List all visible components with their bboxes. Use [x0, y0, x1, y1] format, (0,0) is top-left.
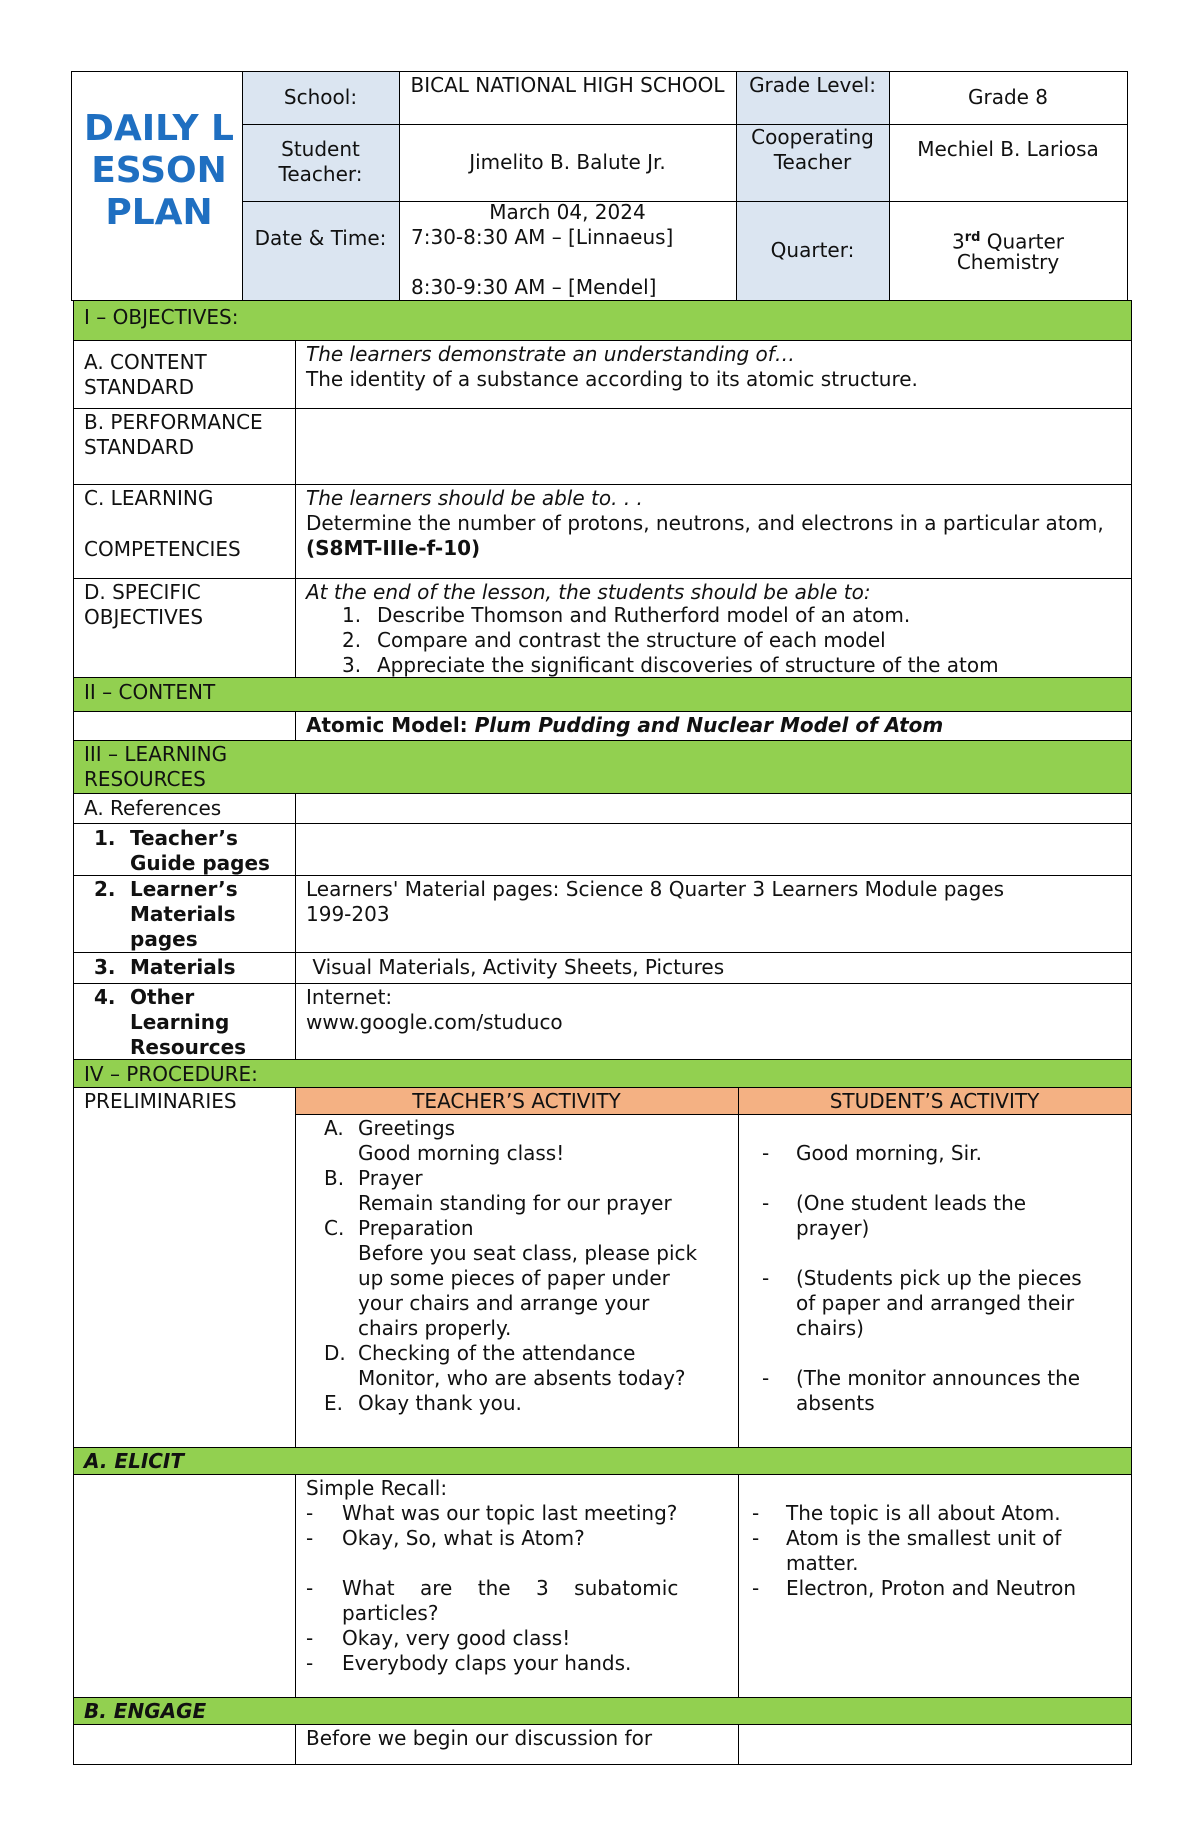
- specific-item: Appreciate the significant discoveries of structure of the atom: [377, 653, 999, 677]
- school-label: School:: [283, 85, 358, 109]
- student-dash: -: [762, 1366, 770, 1390]
- teacher-item-title: Greetings: [358, 1116, 456, 1140]
- elicit-dash: -: [306, 1501, 314, 1525]
- engage-bar: [73, 1697, 1131, 1724]
- elicit-heading: A. ELICIT: [84, 1449, 185, 1473]
- specific-num-2: 2.: [342, 628, 362, 652]
- resource-value: Learners' Material pages: Science 8 Quarter 3 Learners Module pages 199-203: [306, 877, 1005, 926]
- elicit-teacher-line: What are the 3 subatomic: [342, 1576, 679, 1600]
- grade-value: Grade 8: [967, 85, 1049, 109]
- student-item-line: of paper and arranged their: [796, 1291, 1075, 1315]
- content-standard-text: The identity of a substance according to its atomic structure.: [306, 367, 918, 391]
- resource-num: 4.: [94, 985, 116, 1009]
- time-1: 7:30-8:30 AM – [Linnaeus]: [411, 225, 674, 249]
- elicit-student-line: Atom is the smallest unit of: [786, 1526, 1062, 1550]
- learning-competencies-label-2: COMPETENCIES: [84, 537, 241, 561]
- student-item-line: (The monitor announces the: [796, 1366, 1081, 1390]
- resource-label: Materials: [130, 955, 236, 979]
- teacher-item-letter: A.: [324, 1116, 344, 1140]
- teacher-item-title: Prayer: [358, 1166, 423, 1190]
- teacher-item-letter: C.: [324, 1216, 345, 1240]
- student-item-line: chairs): [796, 1316, 864, 1340]
- specific-num-3: 3.: [342, 653, 362, 677]
- procedure-heading: IV – PROCEDURE:: [84, 1062, 258, 1086]
- teacher-item-line: chairs properly.: [358, 1316, 512, 1340]
- elicit-teacher-line: particles?: [342, 1601, 439, 1625]
- teacher-item-letter: B.: [324, 1166, 345, 1190]
- school-value: BICAL NATIONAL HIGH SCHOOL: [410, 73, 725, 97]
- resource-label: Teacher’s Guide pages: [130, 826, 270, 875]
- date-value: March 04, 2024: [489, 200, 646, 224]
- quarter-subject: Chemistry: [956, 250, 1060, 274]
- preliminaries-label: PRELIMINARIES: [84, 1089, 237, 1113]
- resource-num: 2.: [94, 877, 116, 901]
- objectives-heading: I – OBJECTIVES:: [84, 305, 239, 329]
- student-dash: -: [762, 1266, 770, 1290]
- student-item-line: prayer): [796, 1216, 870, 1240]
- specific-item: Compare and contrast the structure of each model: [377, 628, 886, 652]
- resources-heading: III – LEARNING RESOURCES: [84, 742, 228, 791]
- specific-intro: At the end of the lesson, the students should be able to:: [306, 580, 871, 604]
- learning-intro: The learners should be able to. . .: [306, 486, 643, 510]
- cooperating-label: Cooperating Teacher: [751, 125, 874, 174]
- quarter-value: 3rd Quarter: [951, 229, 1065, 254]
- content-heading: II – CONTENT: [84, 680, 216, 704]
- resource-url-link[interactable]: www.google.com/studuco: [306, 1010, 563, 1034]
- engage-text: Before we begin our discussion for: [306, 1726, 653, 1750]
- teacher-item-title: Preparation: [358, 1216, 474, 1240]
- elicit-teacher-line: Okay, very good class!: [342, 1626, 571, 1650]
- elicit-dash: -: [306, 1576, 314, 1600]
- student-dash: -: [762, 1141, 770, 1165]
- elicit-dash: -: [306, 1651, 314, 1675]
- elicit-student-line: The topic is all about Atom.: [786, 1501, 1061, 1525]
- elicit-dash: -: [752, 1526, 760, 1550]
- student-teacher-value: Jimelito B. Balute Jr.: [469, 150, 666, 174]
- elicit-bar: [73, 1447, 1131, 1474]
- elicit-teacher-line: Everybody claps your hands.: [342, 1651, 632, 1675]
- teacher-item-line: your chairs and arrange your: [358, 1291, 650, 1315]
- engage-heading: B. ENGAGE: [84, 1699, 207, 1723]
- teacher-item-line: up some pieces of paper under: [358, 1266, 670, 1290]
- elicit-dash: -: [306, 1626, 314, 1650]
- elicit-dash: -: [752, 1576, 760, 1600]
- teacher-activity-header: TEACHER’S ACTIVITY: [412, 1089, 621, 1113]
- learning-competencies-label-1: C. LEARNING: [84, 486, 214, 510]
- elicit-dash: -: [306, 1526, 314, 1550]
- references-label: A. References: [84, 796, 222, 820]
- student-item-line: (Students pick up the pieces: [796, 1266, 1082, 1290]
- teacher-item-line: Before you seat class, please pick: [358, 1241, 698, 1265]
- student-activity-header: STUDENT’S ACTIVITY: [829, 1089, 1040, 1113]
- specific-item: Describe Thomson and Rutherford model of an atom.: [377, 603, 911, 627]
- teacher-item-line: Remain standing for our prayer: [358, 1191, 672, 1215]
- label-column-bg-2: [736, 71, 889, 300]
- elicit-teacher-line: Okay, So, what is Atom?: [342, 1526, 585, 1550]
- resource-value: Internet:: [306, 985, 393, 1009]
- elicit-teacher-line: What was our topic last meeting?: [342, 1501, 678, 1525]
- content-standard-intro: The learners demonstrate an understanding of…: [306, 342, 795, 366]
- specific-num-1: 1.: [342, 603, 362, 627]
- resource-num: 3.: [94, 955, 116, 979]
- resource-label: Other Learning Resources: [130, 985, 247, 1059]
- lesson-plan-title: DAILY LESSON PLAN: [83, 108, 234, 233]
- time-2: 8:30-9:30 AM – [Mendel]: [411, 275, 657, 299]
- content-standard-label: A. CONTENT STANDARD: [84, 350, 207, 399]
- datetime-label: Date & Time:: [254, 226, 387, 250]
- student-teacher-label: Student Teacher:: [278, 137, 363, 186]
- resource-value: Visual Materials, Activity Sheets, Pictures: [306, 955, 725, 979]
- content-bar: [73, 677, 1131, 711]
- learning-text: Determine the number of protons, neutrons, and electrons in a particular atom, (S8MT-IIIe-f-10): [306, 511, 1104, 560]
- teacher-item-letter: E.: [324, 1391, 343, 1415]
- teacher-item-line: Good morning class!: [358, 1141, 565, 1165]
- cooperating-value: Mechiel B. Lariosa: [917, 137, 1099, 161]
- teacher-item-letter: D.: [324, 1341, 346, 1365]
- elicit-intro: Simple Recall:: [306, 1476, 448, 1500]
- grade-label: Grade Level:: [749, 73, 876, 97]
- student-item-line: absents: [796, 1391, 875, 1415]
- student-item-line: (One student leads the: [796, 1191, 1027, 1215]
- elicit-dash: -: [752, 1501, 760, 1525]
- specific-objectives-label: D. SPECIFIC OBJECTIVES: [84, 580, 204, 629]
- teacher-item-title: Okay thank you.: [358, 1391, 522, 1415]
- teacher-item-line: Monitor, who are absents today?: [358, 1366, 686, 1390]
- content-topic: Atomic Model: Plum Pudding and Nuclear Model of Atom: [306, 713, 944, 737]
- resource-num: 1.: [94, 826, 116, 850]
- teacher-item-title: Checking of the attendance: [358, 1341, 636, 1365]
- student-dash: -: [762, 1191, 770, 1215]
- performance-standard-label: B. PERFORMANCE STANDARD: [84, 410, 263, 459]
- student-item-line: Good morning, Sir.: [796, 1141, 982, 1165]
- quarter-label: Quarter:: [770, 238, 855, 262]
- elicit-student-line: matter.: [786, 1551, 859, 1575]
- resource-label: Learner’s Materials pages: [130, 877, 238, 951]
- elicit-student-line: Electron, Proton and Neutron: [786, 1576, 1077, 1600]
